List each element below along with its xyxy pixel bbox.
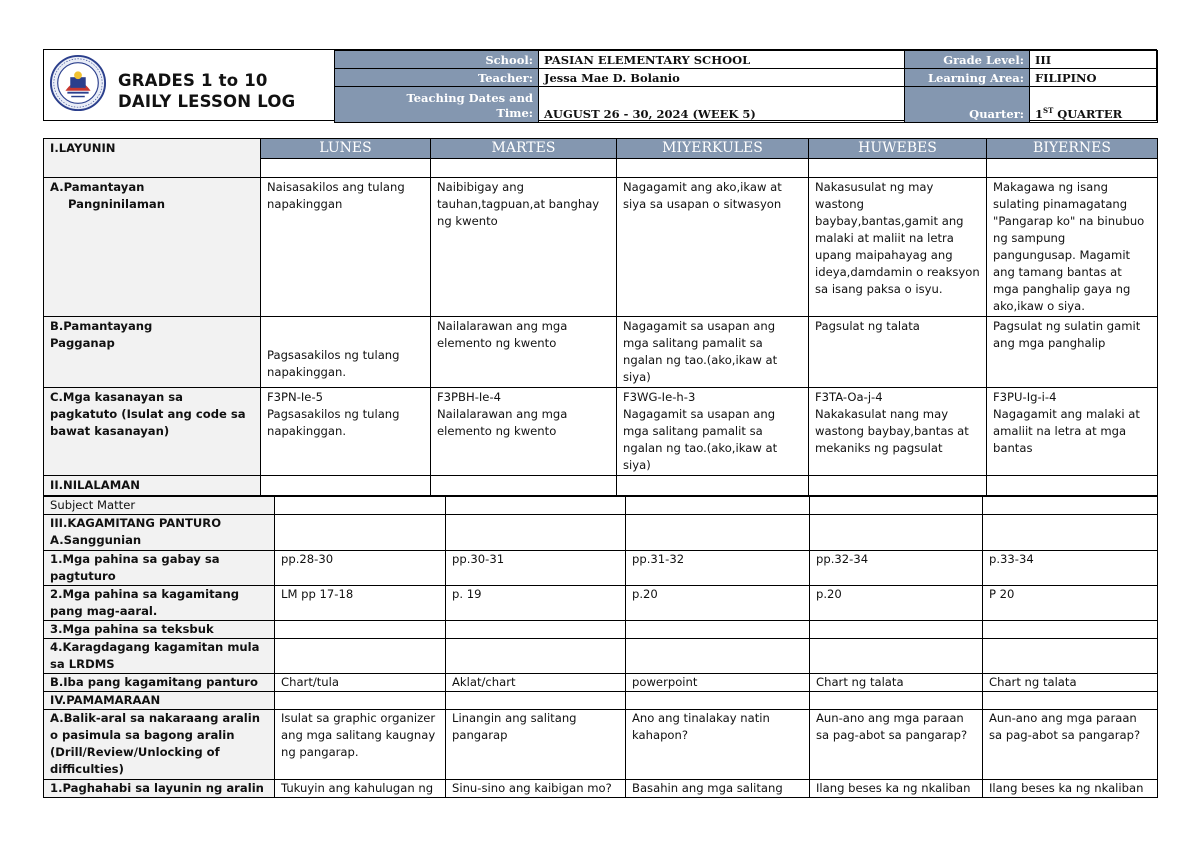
paghahabi-cell-huwebes: Ilang beses ka ng nkaliban — [810, 780, 983, 798]
empty-cell — [275, 515, 446, 551]
header-logo-area — [44, 50, 334, 120]
title-line-daily-log: DAILY LESSON LOG — [118, 92, 296, 111]
learning-area-value: FILIPINO — [1030, 69, 1158, 87]
teacher-label: Teacher: — [335, 69, 539, 87]
pamantayan-label-line2: Pangninilaman — [68, 197, 165, 211]
pamantayan-cell-martes: Naibibigay ang tauhan,tagpuan,at banghay ng kwento — [431, 178, 617, 317]
empty-cell — [810, 621, 983, 639]
objectives-table — [43, 138, 1158, 496]
kasanayan-label: C.Mga kasanayan sa pagkatuto (Isulat ang code sa bawat kasanayan) — [44, 388, 261, 476]
gabay-cell-huwebes: pp.32-34 — [810, 551, 983, 586]
pamantayan-cell-lunes: Naisasakilos ang tulang napakinggan — [261, 178, 431, 317]
empty-cell — [446, 621, 626, 639]
pamantayan-pangnilalaman-label — [44, 178, 261, 317]
pamamaraan-label: IV.PAMAMARAAN — [44, 692, 275, 710]
kagamitang-cell-lunes: LM pp 17-18 — [275, 586, 446, 621]
grade-level-value: III — [1030, 51, 1158, 69]
deped-seal-icon — [49, 54, 107, 112]
kasanayan-text: Pagsasakilos ng tulang napakinggan. — [267, 407, 400, 438]
kagamitang-cell-biyernes: P 20 — [983, 586, 1158, 621]
paghahabi-cell-biyernes: Ilang beses ka ng nkaliban — [983, 780, 1158, 798]
empty-cell — [617, 476, 809, 496]
kasanayan-code: F3PBH-Ie-4 — [437, 390, 502, 404]
empty-cell — [261, 159, 431, 178]
kasanayan-code: F3TA-Oa-j-4 — [815, 390, 883, 404]
paghahabi-cell-lunes: Tukuyin ang kahulugan ng — [275, 780, 446, 798]
kagamitang-cell-miyerkules: p.20 — [626, 586, 810, 621]
layunin-label: I.LAYUNIN — [44, 139, 261, 178]
empty-cell — [431, 159, 617, 178]
empty-cell — [810, 639, 983, 674]
kagamitang-panturo-label — [44, 515, 275, 551]
pagganap-cell-miyerkules: Nagagamit sa usapan ang mga salitang pamalit sa ngalan ng tao.(ako,ikaw at siya) — [617, 317, 809, 388]
kasanayan-cell-martes — [431, 388, 617, 476]
pagganap-cell-lunes: Pagsasakilos ng tulang napakinggan. — [261, 317, 431, 388]
empty-cell — [983, 515, 1158, 551]
header-info-grid — [334, 50, 1158, 123]
learning-area-label: Learning Area: — [905, 69, 1030, 87]
day-header-martes: MARTES — [431, 139, 617, 159]
empty-cell — [809, 476, 987, 496]
kagamitang-label-line1: III.KAGAMITANG PANTURO — [50, 516, 222, 530]
balik-cell-huwebes: Aun-ano ang mga paraan sa pag-abot sa pangarap? — [810, 710, 983, 780]
pagganap-cell-martes: Nailalarawan ang mga elemento ng kwento — [431, 317, 617, 388]
teksbuk-label: 3.Mga pahina sa teksbuk — [44, 621, 275, 639]
empty-cell — [626, 515, 810, 551]
kasanayan-code: F3PN-Ie-5 — [267, 390, 324, 404]
pagganap-label-line2: Pagganap — [50, 336, 115, 350]
empty-cell — [275, 692, 446, 710]
quarter-number: 1 — [1035, 107, 1044, 121]
school-label: School: — [335, 51, 539, 69]
teacher-value: Jessa Mae D. Bolanio — [539, 69, 905, 87]
empty-cell — [617, 159, 809, 178]
empty-cell — [275, 497, 446, 515]
empty-cell — [983, 692, 1158, 710]
empty-cell — [446, 639, 626, 674]
pagganap-cell-huwebes: Pagsulat ng talata — [809, 317, 987, 388]
paghahabi-label: 1.Paghahabi sa layunin ng aralin — [44, 780, 275, 798]
balik-cell-lunes: Isulat sa graphic organizer ang mga salitang kaugnay ng pangarap. — [275, 710, 446, 780]
gabay-cell-martes: pp.30-31 — [446, 551, 626, 586]
school-value: PASIAN ELEMENTARY SCHOOL — [539, 51, 905, 69]
sanggunian-label: A.Sanggunian — [50, 533, 142, 547]
empty-cell — [626, 692, 810, 710]
kasanayan-text: Nagagamit sa usapan ang mga salitang pamalit sa ngalan ng tao.(ako,ikaw at siya) — [623, 407, 778, 472]
empty-cell — [809, 159, 987, 178]
iba-cell-miyerkules: powerpoint — [626, 674, 810, 692]
kasanayan-code: F3WG-Ie-h-3 — [623, 390, 696, 404]
pagganap-cell-biyernes: Pagsulat ng sulatin gamit ang mga panghalip — [987, 317, 1158, 388]
empty-cell — [626, 497, 810, 515]
day-header-huwebes: HUWEBES — [809, 139, 987, 159]
empty-cell — [983, 497, 1158, 515]
day-header-lunes: LUNES — [261, 139, 431, 159]
quarter-label: Quarter: — [905, 87, 1030, 123]
empty-cell — [810, 497, 983, 515]
kasanayan-cell-biyernes — [987, 388, 1158, 476]
empty-cell — [446, 692, 626, 710]
empty-cell — [983, 621, 1158, 639]
empty-cell — [446, 497, 626, 515]
empty-cell — [275, 639, 446, 674]
paghahabi-cell-miyerkules: Basahin ang mga salitang — [626, 780, 810, 798]
kasanayan-cell-miyerkules — [617, 388, 809, 476]
quarter-word: QUARTER — [1053, 107, 1123, 121]
materials-procedure-table — [43, 496, 1158, 798]
empty-cell — [987, 159, 1158, 178]
nilalaman-label: II.NILALAMAN — [44, 476, 261, 496]
kasanayan-code: F3PU-Ig-i-4 — [993, 390, 1057, 404]
kasanayan-cell-lunes — [261, 388, 431, 476]
kasanayan-cell-huwebes — [809, 388, 987, 476]
balik-cell-martes: Linangin ang salitang pangarap — [446, 710, 626, 780]
iba-cell-martes: Aklat/chart — [446, 674, 626, 692]
pamantayan-cell-huwebes: Nakasusulat ng may wastong baybay,bantas,gamit ang malaki at maliit na letra upang maipahayag ang ideya,damdamin o reaksyon sa isang paksa o isyu. — [809, 178, 987, 317]
gabay-cell-biyernes: p.33-34 — [983, 551, 1158, 586]
gabay-cell-miyerkules: pp.31-32 — [626, 551, 810, 586]
pamantayan-label-line1: A.Pamantayan — [50, 180, 145, 194]
empty-cell — [810, 692, 983, 710]
empty-cell — [626, 621, 810, 639]
quarter-ordinal: ST — [1043, 106, 1054, 116]
iba-cell-huwebes: Chart ng talata — [810, 674, 983, 692]
title-line-grades: GRADES 1 to 10 — [118, 71, 268, 90]
empty-cell — [626, 639, 810, 674]
paghahabi-cell-martes: Sinu-sino ang kaibigan mo? — [446, 780, 626, 798]
day-header-biyernes: BIYERNES — [987, 139, 1158, 159]
subject-matter-label: Subject Matter — [44, 497, 275, 515]
gabay-cell-lunes: pp.28-30 — [275, 551, 446, 586]
balik-cell-biyernes: Aun-ano ang mga paraan sa pag-abot sa pangarap? — [983, 710, 1158, 780]
teaching-dates-value: AUGUST 26 - 30, 2024 (WEEK 5) — [539, 87, 905, 123]
teaching-dates-label-line1: Teaching Dates and — [406, 91, 533, 105]
kagamitang-pang-magaaral-label: 2.Mga pahina sa kagamitang pang mag-aaral. — [44, 586, 275, 621]
pagganap-label-line1: B.Pamantayang — [50, 319, 153, 333]
kagamitang-cell-huwebes: p.20 — [810, 586, 983, 621]
pamantayan-cell-biyernes: Makagawa ng isang sulating pinamagatang "Pangarap ko" na binubuo ng sampung pangungusap. Magamit ang tamang bantas at mga panghalip gaya ng ako,ikaw o siya. — [987, 178, 1158, 317]
pamantayang-pagganap-label — [44, 317, 261, 388]
lesson-log-title — [118, 70, 295, 112]
gabay-label: 1.Mga pahina sa gabay sa pagtuturo — [44, 551, 275, 586]
empty-cell — [261, 476, 431, 496]
lesson-log-header — [43, 49, 1157, 121]
kasanayan-text: Nagagamit ang malaki at amaliit na letra at mga bantas — [993, 407, 1140, 455]
empty-cell — [987, 476, 1158, 496]
empty-cell — [810, 515, 983, 551]
balik-aral-label: A.Balik-aral sa nakaraang aralin o pasimula sa bagong aralin (Drill/Review/Unlocking of difficulties) — [44, 710, 275, 780]
empty-cell — [275, 621, 446, 639]
teaching-dates-label-line2: Time: — [496, 106, 533, 120]
teaching-dates-label — [335, 87, 539, 123]
quarter-value — [1030, 87, 1158, 123]
iba-pang-kagamitan-label: B.Iba pang kagamitang panturo — [44, 674, 275, 692]
pamantayan-cell-miyerkules: Nagagamit ang ako,ikaw at siya sa usapan o sitwasyon — [617, 178, 809, 317]
lrdms-label: 4.Karagdagang kagamitan mula sa LRDMS — [44, 639, 275, 674]
grade-level-label: Grade Level: — [905, 51, 1030, 69]
day-header-miyerkules: MIYERKULES — [617, 139, 809, 159]
balik-cell-miyerkules: Ano ang tinalakay natin kahapon? — [626, 710, 810, 780]
empty-cell — [983, 639, 1158, 674]
empty-cell — [446, 515, 626, 551]
kagamitang-cell-martes: p. 19 — [446, 586, 626, 621]
iba-cell-biyernes: Chart ng talata — [983, 674, 1158, 692]
kasanayan-text: Nailalarawan ang mga elemento ng kwento — [437, 407, 568, 438]
iba-cell-lunes: Chart/tula — [275, 674, 446, 692]
kasanayan-text: Nakakasulat nang may wastong baybay,bantas at mekaniks ng pagsulat — [815, 407, 969, 455]
empty-cell — [431, 476, 617, 496]
